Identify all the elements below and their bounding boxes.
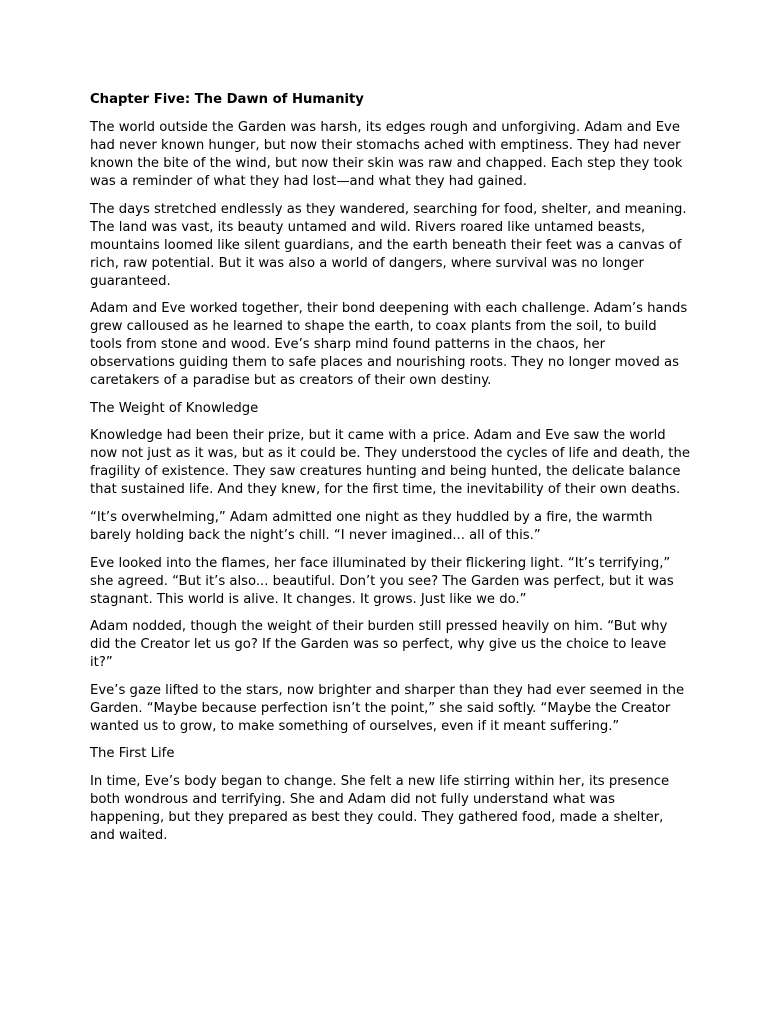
section-heading-weight-of-knowledge: The Weight of Knowledge [90,400,259,416]
document-page [90,91,690,855]
paragraph: Adam and Eve worked together, their bond deepening with each challenge. Adam’s hands grew calloused as he learned to shape the earth, to coax plants from the soil, to build tools from stone and wood. Eve’s sharp mind found patterns in the chaos, her observations guiding them to safe places and nourishing roots. They no longer moved as caretakers of a paradise but as creators of their own destiny. [90,301,688,389]
paragraph: Adam nodded, though the weight of their burden still pressed heavily on him. “But why did the Creator let us go? If the Garden was so perfect, why give us the choice to leave it?” [90,619,668,671]
paragraph: In time, Eve’s body began to change. She felt a new life stirring within her, its presence both wondrous and terrifying. She and Adam did not fully understand what was happening, but they prepared as best they could. They gathered food, made a shelter, and waited. [90,773,670,843]
chapter-title: Chapter Five: The Dawn of Humanity [90,92,364,107]
paragraph: Eve’s gaze lifted to the stars, now brighter and sharper than they had ever seemed in the Garden. “Maybe because perfection isn’t the point,” she said softly. “Maybe the Creator wanted us to grow, to make something of ourselves, even if it meant suffering.” [90,682,685,734]
section-heading-first-life: The First Life [90,746,175,762]
paragraph: “It’s overwhelming,” Adam admitted one night as they huddled by a fire, the warmth barely holding back the night’s chill. “I never imagined... all of this.” [90,509,653,543]
paragraph: The world outside the Garden was harsh, its edges rough and unforgiving. Adam and Eve had never known hunger, but now their stomachs ached with emptiness. They had never known the bite of the wind, but now their skin was raw and chapped. Each step they took was a reminder of what they had lost—and what they had gained. [90,120,683,189]
paragraph: Knowledge had been their prize, but it came with a price. Adam and Eve saw the world now not just as it was, but as it could be. They understood the cycles of life and death, the fragility of existence. They saw creatures hunting and being hunted, the delicate balance that sustained life. And they knew, for the first time, the inevitability of their own deaths. [90,428,690,498]
paragraph: Eve looked into the flames, her face illuminated by their flickering light. “It’s terrifying,” she agreed. “But it’s also... beautiful. Don’t you see? The Garden was perfect, but it was stagnant. This world is alive. It changes. It grows. Just like we do.” [90,555,674,607]
paragraph: The days stretched endlessly as they wandered, searching for food, shelter, and meaning. The land was vast, its beauty untamed and wild. Rivers roared like untamed beasts, mountains loomed like silent guardians, and the earth beneath their feet was a canvas of rich, raw potential. But it was also a world of dangers, where survival was no longer guaranteed. [90,201,687,289]
